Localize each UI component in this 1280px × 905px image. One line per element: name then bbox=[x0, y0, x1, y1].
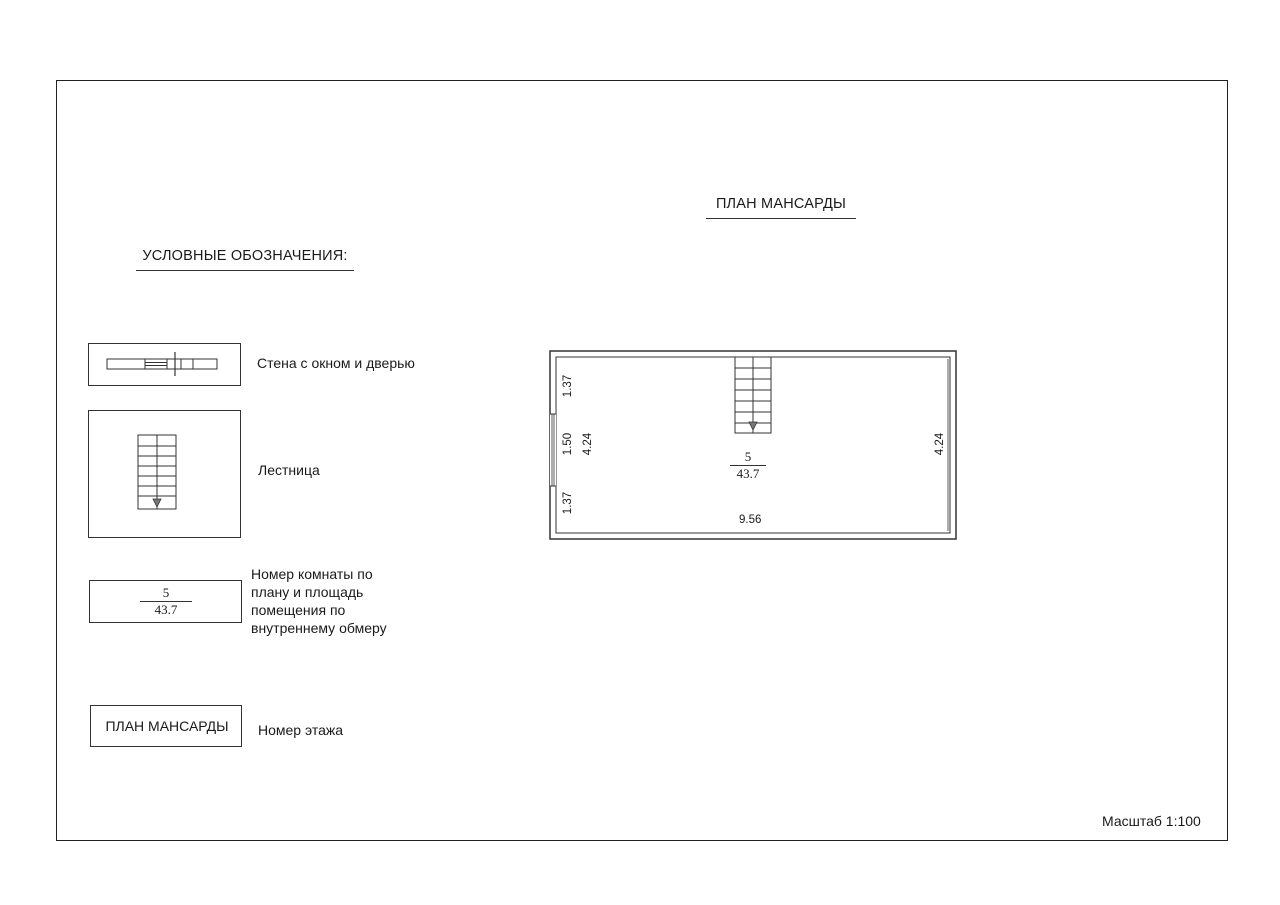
legend-wall-label: Стена с окном и дверью bbox=[257, 355, 415, 371]
legend-floor-symbol-box bbox=[90, 705, 242, 747]
legend-room-fraction bbox=[140, 586, 192, 617]
legend-floor-sample: ПЛАН МАНСАРДЫ bbox=[105, 718, 229, 734]
legend-floor-label: Номер этажа bbox=[258, 722, 344, 738]
legend-title: УСЛОВНЫЕ ОБОЗНАЧЕНИЯ: bbox=[136, 248, 354, 271]
legend-stairs-label: Лестница bbox=[258, 462, 320, 478]
dim-left-bottom: 1.37 bbox=[562, 491, 575, 515]
left-window bbox=[550, 414, 556, 486]
dim-left-top: 1.37 bbox=[562, 374, 575, 398]
legend-room-number: 5 bbox=[140, 586, 192, 602]
legend-stairs-symbol-box bbox=[88, 410, 241, 538]
plan-room-area: 43.7 bbox=[736, 466, 760, 481]
legend-wall-symbol-box bbox=[88, 343, 241, 386]
wall-window-door-symbol bbox=[89, 344, 242, 387]
dim-left-middle: 1.50 bbox=[562, 432, 575, 456]
plan-stairs bbox=[735, 357, 771, 433]
plan-room-fraction bbox=[730, 450, 766, 481]
legend-room-label: Номер комнаты по плану и площадь помещения по внутреннему обмеру bbox=[251, 566, 387, 636]
dim-left-height: 4.24 bbox=[582, 432, 595, 456]
stairs-symbol bbox=[89, 411, 242, 539]
attic-floor-plan bbox=[549, 350, 959, 540]
dim-right-height: 4.24 bbox=[934, 432, 947, 456]
legend-room-area: 43.7 bbox=[154, 602, 178, 617]
plan-title: ПЛАН МАНСАРДЫ bbox=[706, 196, 856, 219]
plan-room-number: 5 bbox=[730, 450, 766, 466]
scale-label: Масштаб 1:100 bbox=[1102, 813, 1201, 829]
dim-width: 9.56 bbox=[739, 514, 762, 526]
legend-room-symbol-box bbox=[89, 580, 242, 623]
